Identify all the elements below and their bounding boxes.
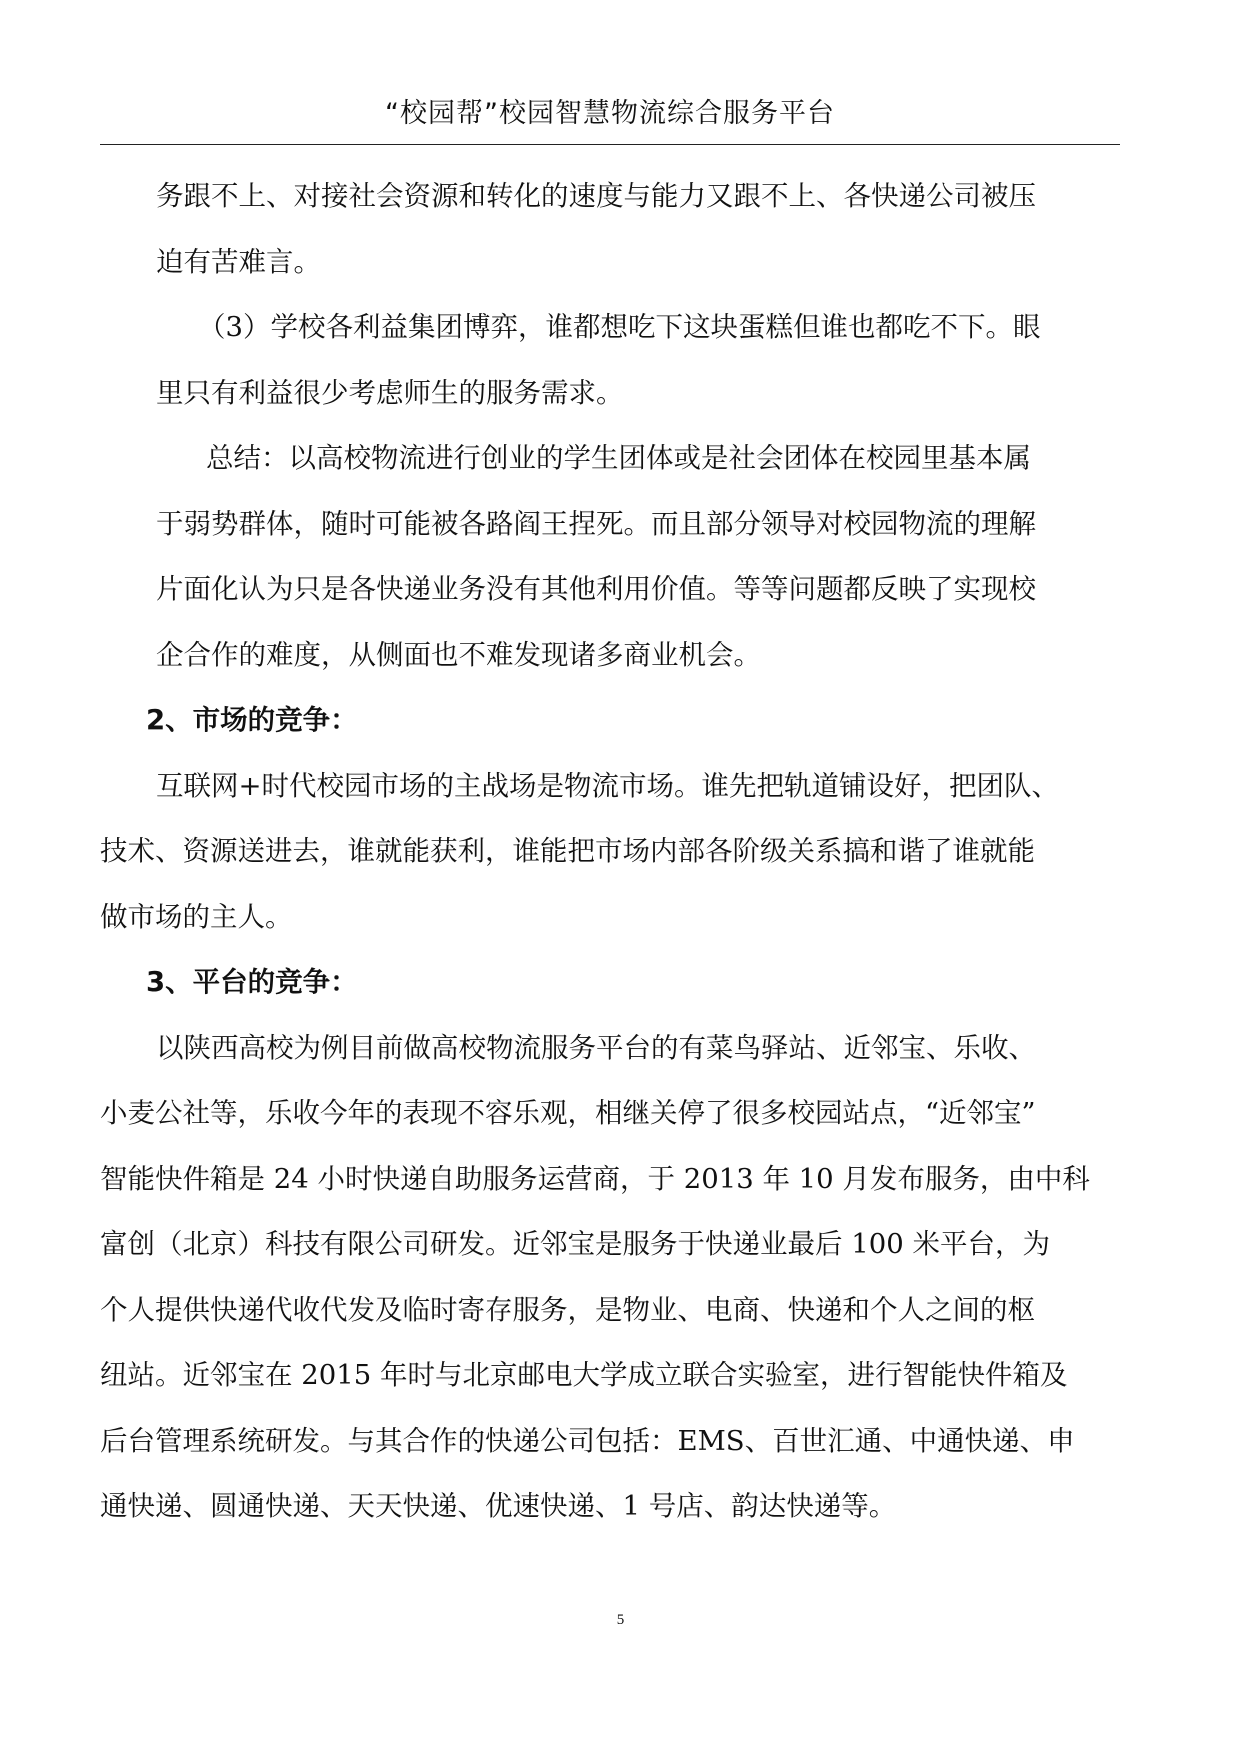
text-line: 做市场的主人。 xyxy=(100,900,293,933)
text-line: 互联网+时代校园市场的主战场是物流市场。谁先把轨道铺设好，把团队、 xyxy=(156,769,1060,802)
paragraph-1 xyxy=(100,164,1120,295)
text-line: （3）学校各利益集团博弈，谁都想吃下这块蛋糕但谁也都吃不下。眼 xyxy=(198,311,1041,343)
section-heading-market-competition: 2、市场的竞争： xyxy=(146,704,358,736)
page-number: 5 xyxy=(616,1612,625,1628)
paragraph-market xyxy=(100,754,1120,951)
page-header-title: “校园帮”校园智慧物流综合服务平台 xyxy=(385,98,835,129)
header-divider xyxy=(100,144,1120,145)
text-line: 总结：以高校物流进行创业的学生团体或是社会团体在校园里基本属 xyxy=(206,442,1031,474)
text-line: 于弱势群体，随时可能被各路阎王捏死。而且部分领导对校园物流的理解 xyxy=(156,507,1036,540)
document-body xyxy=(100,164,1120,1540)
text-line: 里只有利益很少考虑师生的服务需求。 xyxy=(156,376,624,409)
paragraph-2 xyxy=(100,295,1120,426)
text-line: 智能快件箱是 24 小时快递自助服务运营商，于 2013 年 10 月发布服务，由中科 xyxy=(100,1162,1090,1195)
text-line: 纽站。近邻宝在 2015 年时与北京邮电大学成立联合实验室，进行智能快件箱及 xyxy=(100,1359,1068,1391)
paragraph-summary xyxy=(100,426,1120,688)
paragraph-platform xyxy=(100,1016,1120,1540)
section-heading-platform-competition: 3、平台的竞争： xyxy=(146,966,358,998)
text-line: 小麦公社等，乐收今年的表现不容乐观，相继关停了很多校园站点，“近邻宝” xyxy=(100,1097,1036,1129)
text-line: 后台管理系统研发。与其合作的快递公司包括：EMS、百世汇通、中通快递、申 xyxy=(100,1424,1075,1457)
text-line: 片面化认为只是各快递业务没有其他利用价值。等等问题都反映了实现校 xyxy=(156,573,1036,605)
text-line: 企合作的难度，从侧面也不难发现诸多商业机会。 xyxy=(156,638,761,671)
text-line: 迫有苦难言。 xyxy=(156,245,321,278)
text-line: 以陕西高校为例目前做高校物流服务平台的有菜鸟驿站、近邻宝、乐收、 xyxy=(156,1031,1036,1064)
text-line: 个人提供快递代收代发及临时寄存服务，是物业、电商、快递和个人之间的枢 xyxy=(100,1293,1035,1326)
text-line: 务跟不上、对接社会资源和转化的速度与能力又跟不上、各快递公司被压 xyxy=(156,180,1036,212)
text-line: 富创（北京）科技有限公司研发。近邻宝是服务于快递业最后 100 米平台，为 xyxy=(100,1228,1050,1260)
text-line: 通快递、圆通快递、天天快递、优速快递、1 号店、韵达快递等。 xyxy=(100,1490,897,1522)
text-line: 技术、资源送进去，谁就能获利，谁能把市场内部各阶级关系搞和谐了谁就能 xyxy=(100,835,1035,867)
